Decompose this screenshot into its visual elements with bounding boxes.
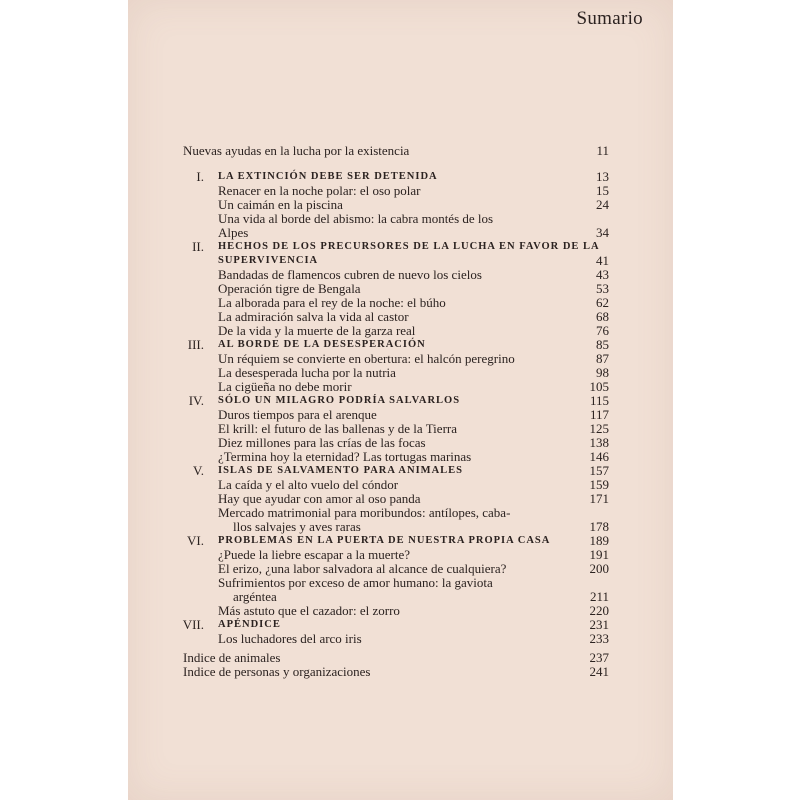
toc-entry-title: Operación tigre de Bengala (218, 281, 361, 296)
page-header-title: Sumario (576, 8, 643, 29)
toc-entry-title: PROBLEMAS EN LA PUERTA DE NUESTRA PROPIA CASA (218, 535, 551, 546)
toc-entry-title: Los luchadores del arco iris (218, 631, 362, 646)
toc-entry-title: Una vida al borde del abismo: la cabra montés de los (218, 211, 494, 226)
toc-page-number: 233 (589, 631, 609, 646)
toc-page-number: 117 (589, 407, 609, 422)
toc-page-number: 62 (596, 295, 609, 310)
toc-page-number: 159 (589, 477, 609, 492)
toc-chapter-number: V. (193, 463, 204, 478)
toc-entry-title: Duros tiempos para el arenque (218, 407, 377, 422)
toc-page-number: 34 (596, 225, 609, 240)
toc-entry-title: Nuevas ayudas en la lucha por la existencia (183, 143, 410, 158)
toc-entry-title: La alborada para el rey de la noche: el búho (218, 295, 446, 310)
toc-page-number: 24 (596, 197, 609, 212)
toc-entry-title: SUPERVIVENCIA (218, 255, 319, 266)
toc-page-number: 115 (589, 393, 609, 408)
toc-chapter-number: VI. (187, 533, 204, 548)
toc-entry-title: De la vida y la muerte de la garza real (218, 323, 416, 338)
book-page (128, 0, 673, 800)
toc-entry (128, 631, 673, 647)
toc-entry-title: llos salvajes y aves raras (233, 519, 361, 534)
toc-page-number: 68 (596, 309, 609, 324)
toc-page-number: 11 (596, 143, 609, 158)
toc-page-number: 15 (596, 183, 609, 198)
toc-entry-title: Sufrimientos por exceso de amor humano: la gaviota (218, 575, 493, 590)
toc-entry-title: ISLAS DE SALVAMENTO PARA ANIMALES (218, 465, 464, 476)
toc-page-number: 43 (596, 267, 609, 282)
toc-entry (128, 143, 673, 159)
toc-chapter-number: III. (187, 337, 204, 352)
toc-page-number: 171 (589, 491, 609, 506)
toc-entry-title: LA EXTINCIÓN DEBE SER DETENIDA (218, 171, 438, 182)
toc-page-number: 237 (589, 650, 609, 665)
toc-entry-title: Renacer en la noche polar: el oso polar (218, 183, 421, 198)
toc-entry-title: Alpes (218, 225, 249, 240)
toc-chapter-number: I. (196, 169, 204, 184)
toc-chapter-number: IV. (188, 393, 204, 408)
toc-chapter-number: VII. (182, 617, 204, 632)
toc-page-number: 211 (589, 589, 609, 604)
toc-page-number: 220 (589, 603, 609, 618)
toc-entry-title: SÓLO UN MILAGRO PODRÍA SALVARLOS (218, 395, 461, 406)
toc-entry-title: La desesperada lucha por la nutria (218, 365, 396, 380)
toc-entry-title: La caída y el alto vuelo del cóndor (218, 477, 399, 492)
toc-entry-title: ¿Puede la liebre escapar a la muerte? (218, 547, 410, 562)
toc-entry-title: La cigüeña no debe morir (218, 379, 352, 394)
toc-page-number: 87 (596, 351, 609, 366)
toc-page-number: 200 (589, 561, 609, 576)
toc-entry-title: AL BORDE DE LA DESESPERACIÓN (218, 339, 426, 350)
toc-page-number: 191 (589, 547, 609, 562)
toc-page-number: 125 (589, 421, 609, 436)
toc-entry-title: HECHOS DE LOS PRECURSORES DE LA LUCHA EN FAVOR DE LA (218, 241, 600, 252)
toc-entry-title: El erizo, ¿una labor salvadora al alcance de cualquiera? (218, 561, 507, 576)
toc-page-number: 189 (589, 533, 609, 548)
toc-entry-title: Indice de personas y organizaciones (183, 664, 371, 679)
toc-entry-title: Mercado matrimonial para moribundos: antílopes, caba- (218, 505, 511, 520)
toc-entry-title: La admiración salva la vida al castor (218, 309, 409, 324)
toc-page-number: 138 (589, 435, 609, 450)
toc-entry-title: Indice de animales (183, 650, 281, 665)
toc-page-number: 13 (596, 169, 609, 184)
toc-entry-title: argéntea (233, 589, 277, 604)
toc-page-number: 231 (589, 617, 609, 632)
toc-entry-title: Un réquiem se convierte en obertura: el halcón peregrino (218, 351, 515, 366)
toc-page-number: 76 (596, 323, 609, 338)
toc-entry (128, 664, 673, 680)
toc-entry-title: ¿Termina hoy la eternidad? Las tortugas marinas (218, 449, 472, 464)
toc-page-number: 157 (589, 463, 609, 478)
toc-entry-title: APÉNDICE (218, 619, 281, 630)
toc-entry-title: Diez millones para las crías de las focas (218, 435, 426, 450)
toc-page-number: 41 (596, 253, 609, 268)
toc-page-number: 241 (589, 664, 609, 679)
toc-page-number: 85 (596, 337, 609, 352)
toc-page-number: 98 (596, 365, 609, 380)
toc-entry-title: El krill: el futuro de las ballenas y de la Tierra (218, 421, 457, 436)
toc-entry-title: Más astuto que el cazador: el zorro (218, 603, 400, 618)
toc-page-number: 178 (589, 519, 609, 534)
toc-entry-title: Un caimán en la piscina (218, 197, 343, 212)
toc-page-number: 146 (589, 449, 609, 464)
toc-entry-title: Bandadas de flamencos cubren de nuevo los cielos (218, 267, 482, 282)
toc-page-number: 105 (589, 379, 609, 394)
toc-chapter-number: II. (192, 239, 204, 254)
toc-page-number: 53 (596, 281, 609, 296)
toc-entry-title: Hay que ayudar con amor al oso panda (218, 491, 421, 506)
